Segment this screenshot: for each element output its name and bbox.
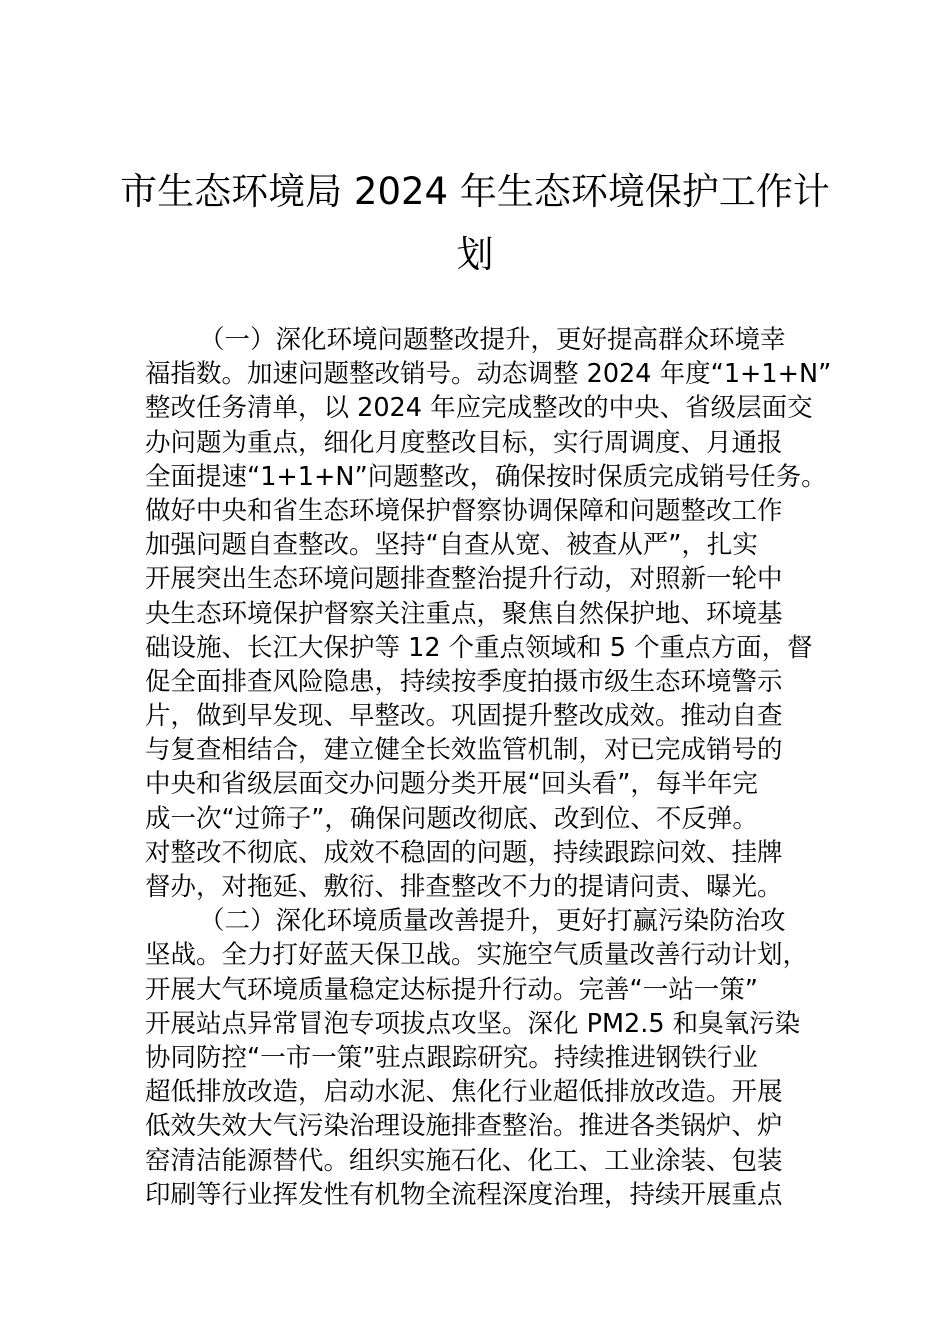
paragraph-1-line: （一）深化环境问题整改提升，更好提高群众环境幸 xyxy=(199,325,786,355)
paragraph-1-line: 加强问题自查整改。坚持“自查从宽、被查从严”，扎实 xyxy=(145,530,758,561)
paragraph-2-line: 低效失效大气污染治理设施排查整治。推进各类锅炉、炉 xyxy=(145,1111,783,1142)
paragraph-1-line: 础设施、长江大保护等 12 个重点领域和 5 个重点方面，督 xyxy=(145,632,813,663)
paragraph-1-line: 全面提速“1+1+N”问题整改，确保按时保质完成销号任务。 xyxy=(145,461,827,492)
paragraph-1-line: 对整改不彻底、成效不稳固的问题，持续跟踪问效、挂牌 xyxy=(145,837,783,868)
paragraph-2-line: 坚战。全力打好蓝天保卫战。实施空气质量改善行动计划， xyxy=(145,940,809,971)
paragraph-1-line: 福指数。加速问题整改销号。动态调整 2024 年度“1+1+N” xyxy=(145,359,832,390)
paragraph-1-line: 片，做到早发现、早整改。巩固提升整改成效。推动自查 xyxy=(145,701,783,732)
paragraph-2-line: （二）深化环境质量改善提升，更好打赢污染防治攻 xyxy=(199,906,786,937)
paragraph-2-line: 开展大气环境质量稳定达标提升行动。完善“一站一策” xyxy=(145,974,758,1005)
paragraph-1-line: 促全面排查风险隐患，持续按季度拍摄市级生态环境警示 xyxy=(145,666,783,697)
paragraph-1-line: 与复查相结合，建立健全长效监管机制，对已完成销号的 xyxy=(145,735,783,766)
paragraph-1-line: 整改任务清单，以 2024 年应完成整改的中央、省级层面交 xyxy=(145,393,813,424)
title-line: 市生态环境局 2024 年生态环境保护工作计 xyxy=(120,170,830,213)
paragraph-2-line: 印刷等行业挥发性有机物全流程深度治理，持续开展重点 xyxy=(145,1179,783,1210)
paragraph-2-line: 窑清洁能源替代。组织实施石化、化工、工业涂装、包装 xyxy=(145,1145,783,1176)
title-line: 划 xyxy=(456,233,494,276)
paragraph-2-line: 开展站点异常冒泡专项拔点攻坚。深化 PM2.5 和臭氧污染 xyxy=(145,1008,801,1039)
paragraph-1-line: 做好中央和省生态环境保护督察协调保障和问题整改工作 xyxy=(145,495,783,526)
paragraph-1-line: 办问题为重点，细化月度整改目标，实行周调度、月通报 xyxy=(145,427,783,458)
paragraph-1-line: 成一次“过筛子”，确保问题改彻底、改到位、不反弹。 xyxy=(145,803,758,834)
paragraph-2-line: 超低排放改造，启动水泥、焦化行业超低排放改造。开展 xyxy=(145,1077,783,1108)
paragraph-2-line: 协同防控“一市一策”驻点跟踪研究。持续推进钢铁行业 xyxy=(145,1042,758,1073)
paragraph-1-line: 开展突出生态环境问题排查整治提升行动，对照新一轮中 xyxy=(145,564,783,595)
paragraph-1-line: 督办，对拖延、敷衍、排查整改不力的提请问责、曝光。 xyxy=(145,872,783,902)
document-title xyxy=(120,160,830,286)
paragraph-1-line: 央生态环境保护督察关注重点，聚焦自然保护地、环境基 xyxy=(145,598,783,629)
paragraph-1-line: 中央和省级层面交办问题分类开展“回头看”，每半年完 xyxy=(145,769,758,800)
document-body xyxy=(145,323,832,1212)
